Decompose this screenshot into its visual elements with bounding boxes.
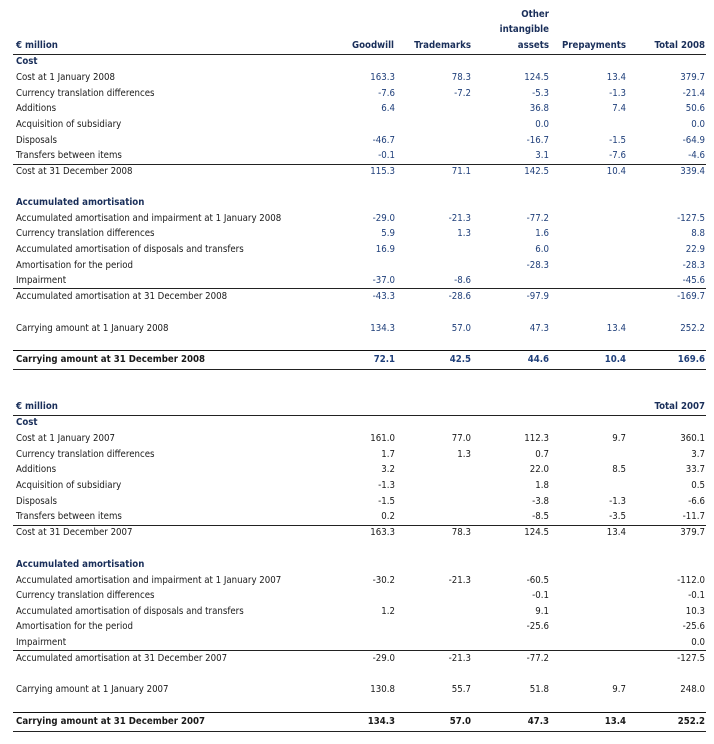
cell-trademarks: 1.3 [457,228,471,239]
header-other-line1: Other [521,9,549,20]
table-row [13,494,706,510]
table-row [13,588,706,604]
row-label: Cost at 31 December 2007 [16,527,133,538]
cell-trademarks: -8.6 [454,275,471,286]
cell-other: -16.7 [526,135,549,146]
table-row [13,273,706,289]
cell-total: 22.9 [685,244,705,255]
cell-total: 169.6 [677,354,705,365]
header-goodwill: Goodwill [352,40,394,51]
table-row [13,70,706,86]
cell-total: 252.2 [680,323,705,334]
total-rule [13,350,706,351]
total-bottom-rule [13,369,706,370]
cell-prepayments: 13.4 [606,72,626,83]
cell-total: 3.7 [691,449,705,460]
cell-goodwill: -7.6 [378,88,395,99]
cell-prepayments: 13.4 [604,716,626,727]
row-label: Impairment [16,637,67,648]
cell-other: -0.1 [532,590,549,601]
row-label: Carrying amount at 31 December 2008 [16,354,206,365]
cell-goodwill: 6.4 [381,103,395,114]
cell-other: 112.3 [524,433,549,444]
table-row-subtotal [13,164,706,180]
row-label: Disposals [16,135,57,146]
row-label: Acquisition of subsidiary [16,119,122,130]
cell-goodwill: -1.3 [378,480,395,491]
table-row [13,211,706,227]
section-heading [13,195,706,211]
table-row-subtotal [13,651,706,667]
cell-total: -6.6 [688,496,705,507]
cell-total: 8.8 [691,228,705,239]
cell-goodwill: 163.3 [370,72,395,83]
cell-trademarks: -21.3 [448,653,471,664]
table-row [13,509,706,525]
cell-goodwill: -1.5 [378,496,395,507]
cell-other: 6.0 [535,244,549,255]
cell-total: 33.7 [685,464,705,475]
cell-total: 360.1 [680,433,705,444]
header-total-2008: Total 2008 [654,40,705,51]
cell-prepayments: 10.4 [604,354,626,365]
header-other-line2: intangible [499,24,549,35]
section-heading [13,557,706,573]
cell-goodwill: 134.3 [367,716,395,727]
header-unit: € million [16,401,58,412]
section-heading [13,415,706,431]
cell-total: -45.6 [682,275,705,286]
cell-other: 44.6 [527,354,549,365]
cell-goodwill: 115.3 [370,166,395,177]
cell-other: -97.9 [526,291,549,302]
row-label: Additions [16,103,57,114]
cell-other: -77.2 [526,653,549,664]
cell-total: -112.0 [677,575,705,586]
row-label: Disposals [16,496,57,507]
cell-total: -0.1 [688,590,705,601]
row-label: Accumulated amortisation [16,197,145,208]
row-label: Acquisition of subsidiary [16,480,122,491]
cell-prepayments: 9.7 [612,684,626,695]
row-label: Currency translation differences [16,88,155,99]
row-label: Cost at 1 January 2008 [16,72,115,83]
table-row [13,462,706,478]
header-total-2007: Total 2007 [654,401,705,412]
row-label: Accumulated amortisation at 31 December 2008 [16,291,228,302]
row-label: Amortisation for the period [16,260,133,271]
cell-other: 124.5 [524,527,549,538]
cell-goodwill: -30.2 [372,575,395,586]
table-row [13,133,706,149]
cell-other: 1.6 [535,228,549,239]
cell-trademarks: 57.0 [451,323,471,334]
cell-other: 0.0 [535,119,549,130]
row-label: Impairment [16,275,67,286]
row-label: Carrying amount at 1 January 2008 [16,323,169,334]
cell-other: 22.0 [529,464,549,475]
table-row [13,478,706,494]
table-row [13,573,706,589]
cell-total: 248.0 [680,684,705,695]
cell-goodwill: 72.1 [373,354,395,365]
cell-prepayments: 13.4 [606,527,626,538]
cell-other: -25.6 [526,621,549,632]
section-heading [13,54,706,70]
cell-goodwill: 161.0 [370,433,395,444]
cell-goodwill: -46.7 [372,135,395,146]
cell-other: 1.8 [535,480,549,491]
cell-total: 10.3 [685,606,705,617]
row-label: Accumulated amortisation and impairment at 1 January 2007 [16,575,282,586]
cell-other: 0.7 [535,449,549,460]
cell-total: 339.4 [680,166,705,177]
table-row [13,431,706,447]
cell-goodwill: -0.1 [378,150,395,161]
row-label: Currency translation differences [16,449,155,460]
table-row [13,226,706,242]
row-label: Accumulated amortisation of disposals and transfers [16,244,244,255]
cell-trademarks: 77.0 [451,433,471,444]
header-other-line3: assets [517,40,549,51]
row-label: Cost at 1 January 2007 [16,433,115,444]
cell-trademarks: 78.3 [451,527,471,538]
row-label: Cost [16,56,38,67]
cell-trademarks: -28.6 [448,291,471,302]
cell-other: -77.2 [526,213,549,224]
cell-total: -127.5 [677,653,705,664]
row-label: Accumulated amortisation [16,559,145,570]
cell-trademarks: 78.3 [451,72,471,83]
table-row [13,604,706,620]
row-label: Transfers between items [16,150,122,161]
cell-trademarks: 71.1 [451,166,471,177]
table-row [13,101,706,117]
cell-total: -11.7 [682,511,705,522]
cell-goodwill: 130.8 [370,684,395,695]
row-label: Accumulated amortisation of disposals and transfers [16,606,244,617]
cell-trademarks: 57.0 [449,716,471,727]
cell-other: -8.5 [532,511,549,522]
cell-prepayments: 10.4 [606,166,626,177]
row-label: Currency translation differences [16,228,155,239]
cell-goodwill: -43.3 [372,291,395,302]
cell-goodwill: 0.2 [381,511,395,522]
cell-total: -127.5 [677,213,705,224]
cell-total: 252.2 [677,716,705,727]
cell-trademarks: 1.3 [457,449,471,460]
cell-trademarks: -7.2 [454,88,471,99]
cell-trademarks: 55.7 [451,684,471,695]
cell-total: -28.3 [682,260,705,271]
row-label: Cost at 31 December 2008 [16,166,133,177]
cell-prepayments: 7.4 [612,103,626,114]
table-row [13,242,706,258]
cell-other: 3.1 [535,150,549,161]
cell-total: -21.4 [682,88,705,99]
total-bottom-rule [13,731,706,732]
cell-goodwill: 134.3 [370,323,395,334]
cell-goodwill: -37.0 [372,275,395,286]
table-row [13,635,706,651]
row-label: Transfers between items [16,511,122,522]
cell-prepayments: -3.5 [609,511,626,522]
table-row [13,117,706,133]
header-trademarks: Trademarks [414,40,471,51]
cell-total: -169.7 [677,291,705,302]
table-row [13,447,706,463]
row-label: Currency translation differences [16,590,155,601]
cell-trademarks: -21.3 [448,213,471,224]
table-row-total [13,352,706,368]
cell-goodwill: 5.9 [381,228,395,239]
table-row [13,682,706,698]
cell-goodwill: -29.0 [372,653,395,664]
table-row [13,619,706,635]
cell-goodwill: 3.2 [381,464,395,475]
cell-other: -5.3 [532,88,549,99]
row-label: Additions [16,464,57,475]
row-label: Accumulated amortisation at 31 December 2007 [16,653,228,664]
cell-other: -3.8 [532,496,549,507]
header-prepayments: Prepayments [561,40,626,51]
cell-other: 9.1 [535,606,549,617]
total-rule [13,712,706,713]
row-label: Carrying amount at 1 January 2007 [16,684,169,695]
cell-total: -64.9 [682,135,705,146]
table-row-total [13,714,706,730]
table-row-subtotal [13,525,706,541]
cell-goodwill: 1.2 [381,606,395,617]
cell-prepayments: 9.7 [612,433,626,444]
cell-other: 36.8 [529,103,549,114]
cell-total: 379.7 [680,527,705,538]
table-row [13,148,706,164]
cell-prepayments: 8.5 [612,464,626,475]
cell-total: -25.6 [682,621,705,632]
header-unit: € million [16,40,58,51]
cell-goodwill: -29.0 [372,213,395,224]
table-row [13,258,706,274]
row-label: Carrying amount at 31 December 2007 [16,716,206,727]
cell-other: 47.3 [527,716,549,727]
cell-goodwill: 1.7 [381,449,395,460]
table-row [13,86,706,102]
row-label: Amortisation for the period [16,621,133,632]
cell-total: 50.6 [685,103,705,114]
cell-total: 0.5 [691,480,705,491]
cell-other: -60.5 [526,575,549,586]
cell-total: 0.0 [691,637,705,648]
row-label: Accumulated amortisation and impairment at 1 January 2008 [16,213,282,224]
cell-other: 47.3 [529,323,549,334]
cell-other: 124.5 [524,72,549,83]
cell-other: -28.3 [526,260,549,271]
cell-prepayments: -7.6 [609,150,626,161]
cell-trademarks: 42.5 [449,354,471,365]
cell-prepayments: 13.4 [606,323,626,334]
cell-trademarks: -21.3 [448,575,471,586]
cell-goodwill: 16.9 [375,244,395,255]
table-row [13,321,706,337]
cell-prepayments: -1.3 [609,496,626,507]
cell-total: 379.7 [680,72,705,83]
table-row-subtotal [13,289,706,305]
cell-other: 142.5 [524,166,549,177]
cell-total: -4.6 [688,150,705,161]
cell-goodwill: 163.3 [370,527,395,538]
cell-total: 0.0 [691,119,705,130]
cell-prepayments: -1.5 [609,135,626,146]
cell-prepayments: -1.3 [609,88,626,99]
row-label: Cost [16,417,38,428]
cell-other: 51.8 [529,684,549,695]
